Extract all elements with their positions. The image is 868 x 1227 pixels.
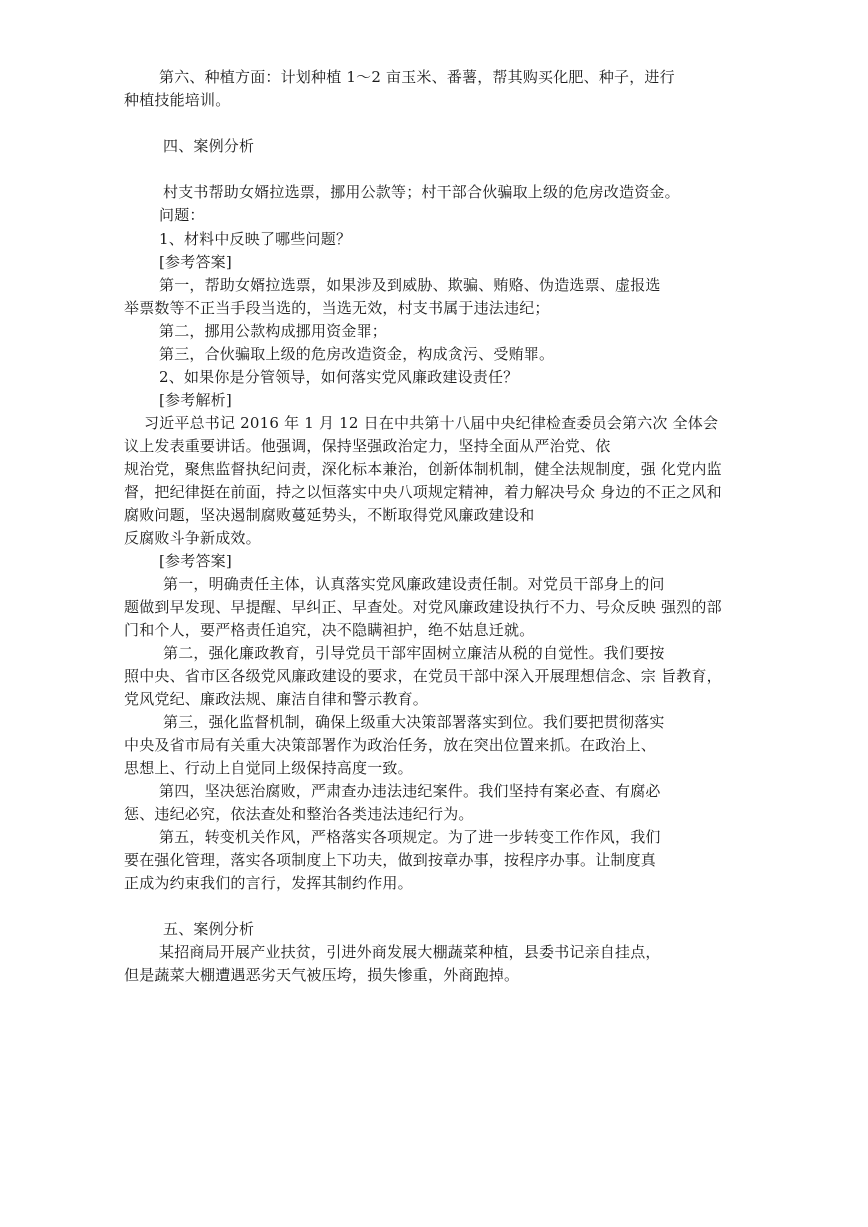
text-line: 腐败问题，坚决遏制腐败蔓延势头，不断取得党风廉政建设和 (124, 506, 535, 524)
text-line: 正成为约束我们的言行，发挥其制约作用。 (124, 874, 413, 892)
section-heading: 四、案例分析 (163, 137, 255, 155)
text-line: 要在强化管理，落实各项制度上下功夫，做到按章办事，按程序办事。让制度真 (124, 851, 657, 869)
question: 2、如果你是分管领导，如何落实党风廉政建设责任？ (159, 368, 519, 386)
text-line: 举票数等不正当手段当选的，当选无效，村支书属于违法违纪； (124, 299, 550, 317)
text-line: 思想上、行动上自觉同上级保持高度一致。 (124, 759, 413, 777)
text-line: 第二，强化廉政教育，引导党员干部牢固树立廉洁从税的自觉性。我们要按 (163, 644, 665, 662)
text-line: 第二，挪用公款构成挪用资金罪； (159, 322, 388, 340)
text-line: 种植技能培训。 (124, 91, 231, 109)
text-line: 第一，明确责任主体，认真落实党风廉政建设责任制。对党员干部身上的问 (163, 575, 665, 593)
text-line: 某招商局开展产业扶贫，引进外商发展大棚蔬菜种植，县委书记亲自挂点， (159, 943, 661, 961)
text-line: 第三，合伙骗取上级的危房改造资金，构成贪污、受贿罪。 (159, 345, 555, 363)
text-line: 议上发表重要讲话。他强调，保持坚强政治定力，坚持全面从严治党、依 (124, 437, 611, 455)
text-line: 问题： (159, 206, 205, 224)
text-line: 中央及省市局有关重大决策部署作为政治任务，放在突出位置来抓。在政治上、 (124, 736, 657, 754)
text-line: 门和个人，要严格责任追究，决不隐瞒袒护，绝不姑息迁就。 (124, 621, 535, 639)
text-line: 第六、种植方面：计划种植 1～2 亩玉米、番薯，帮其购买化肥、种子，进行 (159, 68, 675, 86)
text-line: 第一，帮助女婿拉选票，如果涉及到威胁、欺骗、贿赂、伪造选票、虚报选 (159, 276, 661, 294)
text-line: 党风党纪、廉政法规、廉洁自律和警示教育。 (124, 690, 429, 708)
question: 1、材料中反映了哪些问题？ (159, 230, 352, 248)
text-line: 反腐败斗争新成效。 (124, 529, 261, 547)
text-line: 第四，坚决惩治腐败，严肃查办违法违纪案件。我们坚持有案必查、有腐必 (159, 782, 661, 800)
text-line: 照中央、省市区各级党风廉政建设的要求，在党员干部中深入开展理想信念、宗 旨教育， (124, 667, 722, 685)
text-line: 村支书帮助女婿拉选票，挪用公款等；村干部合伙骗取上级的危房改造资金。 (163, 183, 680, 201)
text-line: 规治党，聚焦监督执纪问责，深化标本兼治，创新体制机制，健全法规制度，强 化党内监 (124, 460, 722, 478)
answer-label: [参考答案] (159, 552, 232, 570)
answer-label: [参考答案] (159, 253, 232, 271)
text-line: 惩、违纪必究，依法查处和整治各类违法违纪行为。 (124, 805, 474, 823)
text-line: 题做到早发现、早提醒、早纠正、早查处。对党风廉政建设执行不力、号众反映 强烈的部 (124, 598, 722, 616)
text-line: 习近平总书记 2016 年 1 月 12 日在中共第十八届中央纪律检查委员会第六次 全体会 (144, 414, 719, 432)
analysis-label: [参考解析] (159, 391, 232, 409)
text-line: 但是蔬菜大棚遭遇恶劣天气被压垮，损失惨重，外商跑掉。 (124, 966, 520, 984)
text-line: 督，把纪律挺在前面，持之以恒落实中央八项规定精神，着力解决号众 身边的不正之风和 (124, 483, 722, 501)
text-line: 第五，转变机关作风，严格落实各项规定。为了进一步转变工作作风，我们 (159, 828, 661, 846)
section-heading: 五、案例分析 (163, 920, 255, 938)
text-line: 第三，强化监督机制，确保上级重大决策部署落实到位。我们要把贯彻落实 (163, 713, 665, 731)
